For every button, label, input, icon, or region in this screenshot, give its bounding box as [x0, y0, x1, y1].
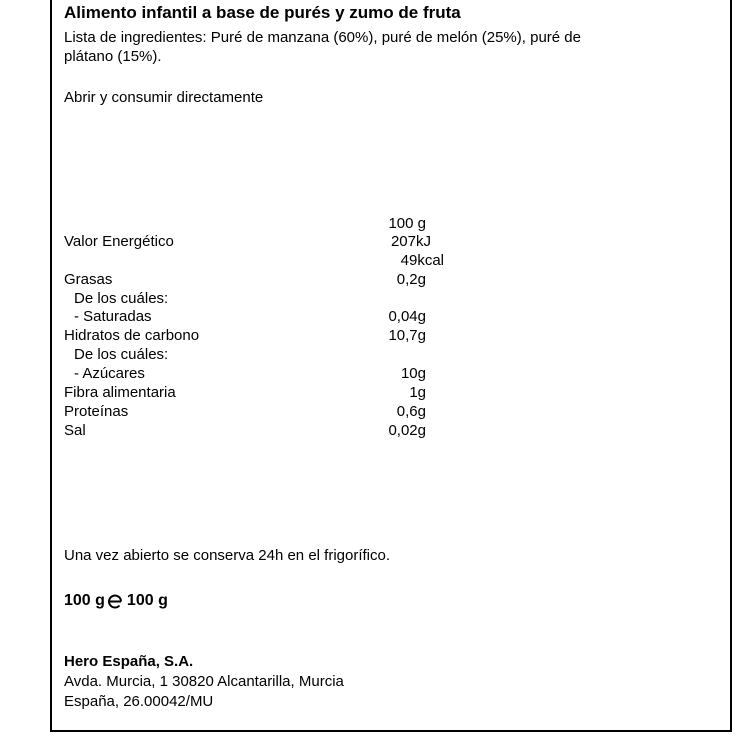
- nutrition-value: 1g: [409, 384, 426, 401]
- nutrition-value: 207kJ: [390, 233, 431, 250]
- ingredients-line-1: Lista de ingredientes: Puré de manzana (60%), puré de melón (25%), puré de: [64, 29, 581, 46]
- ingredients-line-2: plátano (15%).: [64, 48, 162, 65]
- nutrition-value: 10,7g: [388, 327, 426, 344]
- company-registry: España, 26.00042/MU: [64, 693, 214, 710]
- nutrition-label: - Azúcares: [74, 365, 145, 382]
- instructions: Abrir y consumir directamente: [64, 89, 264, 106]
- nutrition-value: 49kcal: [400, 252, 444, 269]
- nutrition-label: Valor Energético: [64, 233, 174, 250]
- nutrition-label: Fibra alimentaria: [64, 384, 176, 401]
- nutrition-label: De los cuáles:: [74, 290, 169, 307]
- nutrition-label: - Saturadas: [74, 308, 152, 325]
- product-title: Alimento infantil a base de purés y zumo de fruta: [64, 3, 461, 22]
- net-quantity: [64, 592, 168, 610]
- nutrition-value: 0,2g: [396, 271, 426, 288]
- nutrition-label: Sal: [64, 422, 86, 439]
- nutrition-value: 0,6g: [396, 403, 426, 420]
- nutrition-value: 0,04g: [388, 308, 426, 325]
- nutrition-label: Hidratos de carbono: [64, 327, 200, 344]
- net-quantity-right: 100 g: [126, 592, 168, 609]
- nutrition-label: De los cuáles:: [74, 346, 169, 363]
- nutrition-column-header: 100 g: [388, 215, 426, 232]
- nutrition-label: Proteínas: [64, 403, 129, 420]
- net-quantity-left: 100 g: [64, 592, 105, 609]
- storage-instructions: Una vez abierto se conserva 24h en el frigorífico.: [64, 547, 391, 564]
- nutrition-value: 0,02g: [388, 422, 426, 439]
- nutrition-value: 10g: [400, 365, 426, 382]
- company-address: Avda. Murcia, 1 30820 Alcantarilla, Murcia: [64, 673, 344, 690]
- company-name: Hero España, S.A.: [64, 653, 194, 670]
- label-panel: [50, 0, 732, 732]
- nutrition-label: Grasas: [64, 271, 113, 288]
- estimated-sign-icon: [105, 592, 127, 610]
